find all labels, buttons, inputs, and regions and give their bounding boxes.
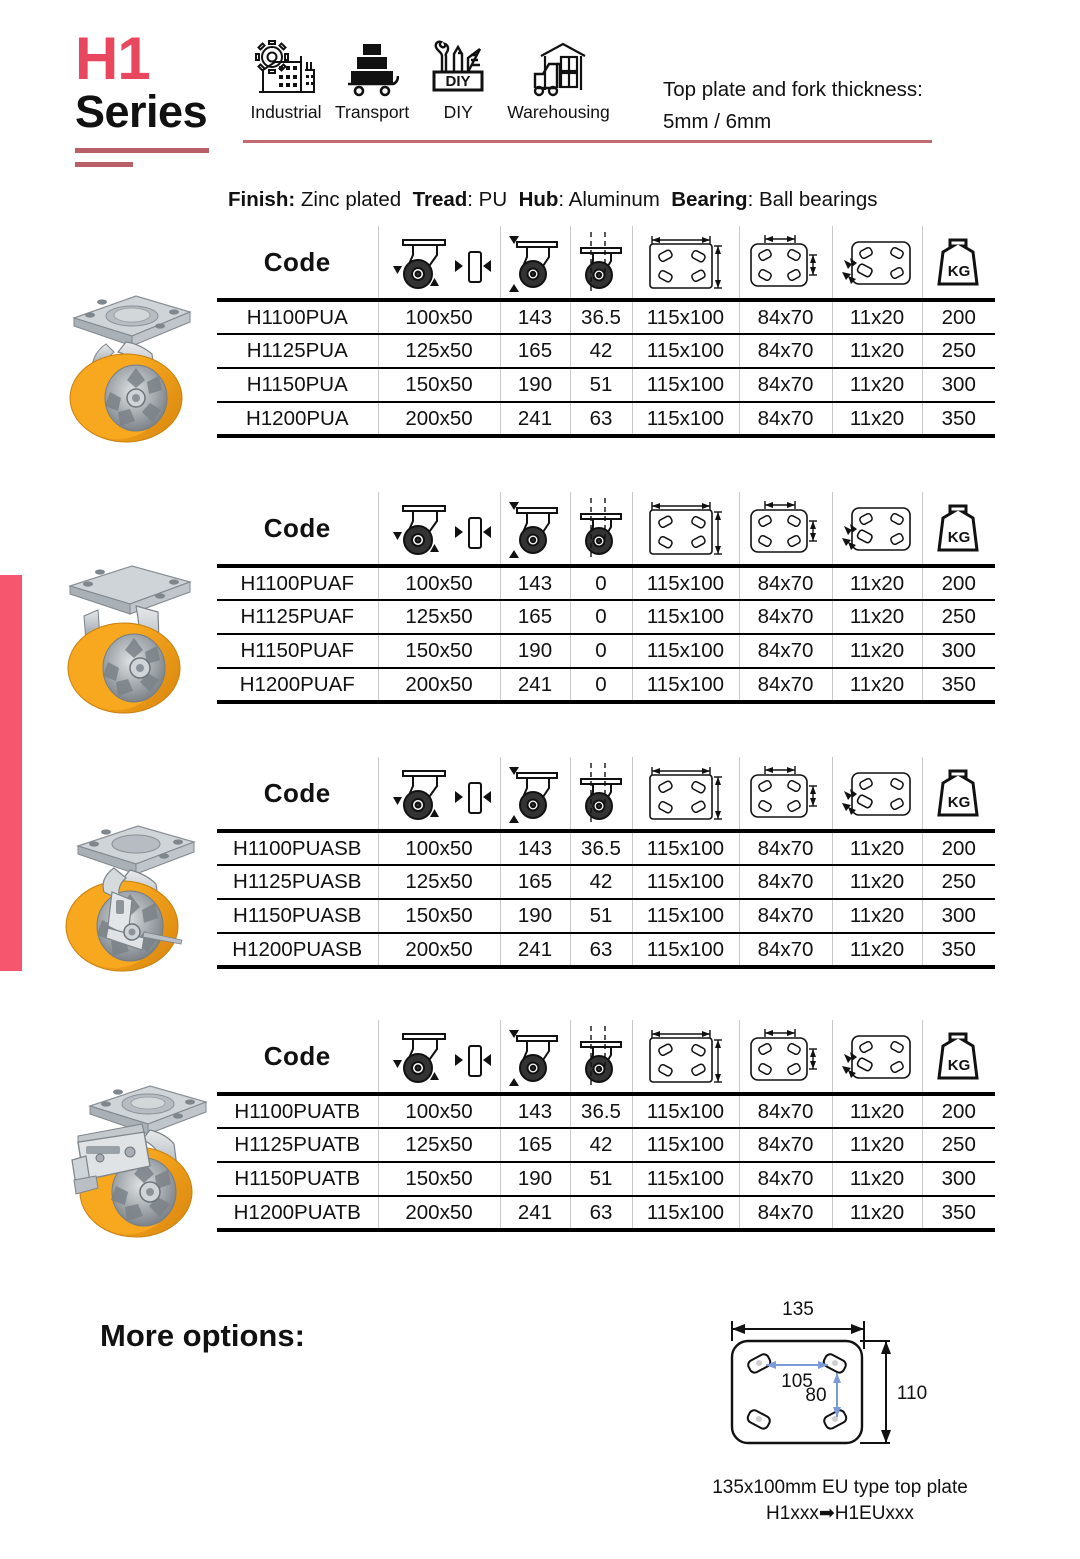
column-header-code: Code: [217, 492, 378, 566]
cell-code: H1100PUASB: [217, 831, 378, 865]
bearing-label: Bearing: [671, 188, 748, 211]
application-diy: [415, 36, 501, 123]
cell-bolt: 84x70: [739, 865, 832, 899]
cell-plate: 115x100: [632, 1162, 739, 1196]
caption-line1: 135x100mm EU type top plate: [712, 1477, 968, 1498]
table-header: [217, 757, 995, 831]
spec-table: [217, 226, 995, 438]
tread-value: : PU: [467, 188, 508, 211]
cell-bolt: 84x70: [739, 334, 832, 368]
column-header-swivel-offset: [570, 1020, 632, 1094]
cell-kg: 300: [922, 1162, 995, 1196]
cell-height: 165: [500, 1128, 570, 1162]
left-accent-bar: [0, 575, 22, 971]
title-rule-short: [75, 162, 133, 167]
swivel-caster-photo: [40, 288, 210, 448]
spec-table: [217, 492, 995, 704]
bolt-hole-size-icon: [833, 493, 922, 563]
application-label: DIY: [443, 102, 473, 122]
cell-plate: 115x100: [632, 1196, 739, 1230]
cell-height: 241: [500, 668, 570, 702]
cell-offset: 51: [570, 368, 632, 402]
cell-kg: 350: [922, 933, 995, 967]
cell-hole: 11x20: [832, 1162, 922, 1196]
cell-height: 143: [500, 566, 570, 600]
table-row: [217, 368, 995, 402]
application-label: Transport: [335, 102, 410, 122]
bolt-x-dim: 105: [781, 1371, 813, 1392]
cell-height: 143: [500, 300, 570, 334]
cell-plate: 115x100: [632, 368, 739, 402]
cell-wheel: 200x50: [378, 668, 500, 702]
table-row: [217, 1162, 995, 1196]
cell-kg: 200: [922, 1094, 995, 1128]
overall-height-icon: [501, 1021, 570, 1091]
column-header-wheel-size: [378, 226, 500, 300]
cell-hole: 11x20: [832, 634, 922, 668]
cell-height: 165: [500, 600, 570, 634]
table-row: [217, 668, 995, 702]
column-header-plate-size: [632, 757, 739, 831]
table-row: [217, 334, 995, 368]
cell-offset: 0: [570, 600, 632, 634]
cell-wheel: 150x50: [378, 899, 500, 933]
cell-height: 165: [500, 334, 570, 368]
cell-hole: 11x20: [832, 865, 922, 899]
column-header-bolt-pattern: [739, 1020, 832, 1094]
cell-plate: 115x100: [632, 634, 739, 668]
load-capacity-kg-icon: [923, 1021, 996, 1091]
cell-offset: 36.5: [570, 300, 632, 334]
cell-bolt: 84x70: [739, 1128, 832, 1162]
cell-offset: 0: [570, 634, 632, 668]
cell-wheel: 150x50: [378, 634, 500, 668]
hub-value: : Aluminum: [558, 188, 660, 211]
cell-offset: 0: [570, 566, 632, 600]
cell-bolt: 84x70: [739, 368, 832, 402]
bolt-hole-size-icon: [833, 1021, 922, 1091]
cell-bolt: 84x70: [739, 668, 832, 702]
column-header-wheel-size: [378, 1020, 500, 1094]
cell-code: H1200PUAF: [217, 668, 378, 702]
factory-icon: [255, 36, 317, 98]
column-header-bolt-hole-size: [832, 226, 922, 300]
column-header-bolt-hole-size: [832, 1020, 922, 1094]
cell-bolt: 84x70: [739, 1196, 832, 1230]
cell-bolt: 84x70: [739, 402, 832, 436]
column-header-plate-size: [632, 492, 739, 566]
table-row: [217, 899, 995, 933]
cell-code: H1200PUASB: [217, 933, 378, 967]
cell-code: H1200PUATB: [217, 1196, 378, 1230]
cell-kg: 300: [922, 634, 995, 668]
table-body: [217, 831, 995, 967]
thickness-note: [663, 74, 923, 138]
column-header-bolt-hole-size: [832, 757, 922, 831]
bearing-value: : Ball bearings: [747, 188, 878, 211]
table-body: [217, 566, 995, 702]
cell-wheel: 100x50: [378, 831, 500, 865]
cell-plate: 115x100: [632, 668, 739, 702]
header-underline: [243, 140, 932, 143]
table-row: [217, 634, 995, 668]
table-row: [217, 566, 995, 600]
cell-kg: 350: [922, 668, 995, 702]
cell-plate: 115x100: [632, 1128, 739, 1162]
swivel-offset-icon: [571, 493, 632, 563]
cell-wheel: 100x50: [378, 300, 500, 334]
column-header-overall-height: [500, 492, 570, 566]
spec-table: [217, 757, 995, 969]
swivel-offset-icon: [571, 1021, 632, 1091]
cell-hole: 11x20: [832, 300, 922, 334]
cell-wheel: 200x50: [378, 402, 500, 436]
table-row: [217, 402, 995, 436]
cell-wheel: 125x50: [378, 1128, 500, 1162]
cell-kg: 200: [922, 300, 995, 334]
cell-code: H1125PUA: [217, 334, 378, 368]
cell-height: 241: [500, 933, 570, 967]
cell-kg: 350: [922, 1196, 995, 1230]
table-row: [217, 831, 995, 865]
column-header-plate-size: [632, 226, 739, 300]
cell-wheel: 200x50: [378, 1196, 500, 1230]
cell-code: H1150PUATB: [217, 1162, 378, 1196]
cell-plate: 115x100: [632, 402, 739, 436]
cell-hole: 11x20: [832, 600, 922, 634]
cell-plate: 115x100: [632, 831, 739, 865]
bolt-hole-pattern-icon: [740, 493, 832, 563]
table-row: [217, 600, 995, 634]
cell-height: 143: [500, 831, 570, 865]
table-row: [217, 1094, 995, 1128]
load-capacity-kg-icon: [923, 758, 996, 828]
table-header: [217, 492, 995, 566]
cell-plate: 115x100: [632, 933, 739, 967]
load-capacity-kg-icon: [923, 493, 996, 563]
table-row: [217, 300, 995, 334]
warehouse-forklift-icon: [527, 36, 589, 98]
cell-offset: 63: [570, 933, 632, 967]
cell-kg: 200: [922, 831, 995, 865]
column-header-overall-height: [500, 1020, 570, 1094]
cell-wheel: 200x50: [378, 933, 500, 967]
svg-text:KG: KG: [947, 529, 970, 546]
wheel-diameter-width-icon: [379, 1021, 500, 1091]
cell-offset: 42: [570, 1128, 632, 1162]
table-header: [217, 226, 995, 300]
column-header-swivel-offset: [570, 226, 632, 300]
svg-text:KG: KG: [947, 794, 970, 811]
table-body: [217, 1094, 995, 1230]
bolt-hole-pattern-icon: [740, 1021, 832, 1091]
cell-bolt: 84x70: [739, 634, 832, 668]
series-code: H1: [75, 25, 150, 92]
cell-bolt: 84x70: [739, 933, 832, 967]
column-header-load-capacity: [922, 1020, 995, 1094]
spec-table: [217, 1020, 995, 1232]
cell-hole: 11x20: [832, 566, 922, 600]
cell-code: H1100PUA: [217, 300, 378, 334]
cell-height: 190: [500, 368, 570, 402]
cell-kg: 250: [922, 865, 995, 899]
cell-code: H1125PUAF: [217, 600, 378, 634]
cell-offset: 0: [570, 668, 632, 702]
cell-hole: 11x20: [832, 899, 922, 933]
column-header-wheel-size: [378, 492, 500, 566]
table-header: [217, 1020, 995, 1094]
svg-text:DIY: DIY: [445, 73, 471, 90]
cell-plate: 115x100: [632, 334, 739, 368]
title-rule-long: [75, 148, 209, 153]
column-header-code: Code: [217, 1020, 378, 1094]
load-capacity-kg-icon: [923, 227, 996, 297]
column-header-bolt-pattern: [739, 226, 832, 300]
overall-height-icon: [501, 227, 570, 297]
overall-height-icon: [501, 493, 570, 563]
hub-label: Hub: [518, 188, 559, 211]
material-spec-line: [228, 188, 877, 212]
cell-height: 190: [500, 899, 570, 933]
column-header-load-capacity: [922, 226, 995, 300]
cell-plate: 115x100: [632, 300, 739, 334]
cell-hole: 11x20: [832, 402, 922, 436]
table-row: [217, 933, 995, 967]
cell-wheel: 125x50: [378, 334, 500, 368]
cell-offset: 42: [570, 865, 632, 899]
bolt-hole-pattern-icon: [740, 227, 832, 297]
finish-value: Zinc plated: [300, 188, 402, 211]
cell-kg: 250: [922, 1128, 995, 1162]
column-header-bolt-pattern: [739, 492, 832, 566]
application-label: Warehousing: [507, 102, 610, 122]
cell-code: H1150PUAF: [217, 634, 378, 668]
cell-height: 190: [500, 1162, 570, 1196]
cell-plate: 115x100: [632, 600, 739, 634]
fixed-caster-photo: [40, 560, 210, 720]
cell-height: 241: [500, 402, 570, 436]
top-plate-size-icon: [633, 758, 739, 828]
swivel-offset-icon: [571, 227, 632, 297]
svg-text:KG: KG: [947, 1057, 970, 1074]
cell-hole: 11x20: [832, 933, 922, 967]
cell-code: H1100PUAF: [217, 566, 378, 600]
cell-plate: 115x100: [632, 899, 739, 933]
application-label: Industrial: [250, 102, 322, 122]
cell-bolt: 84x70: [739, 1162, 832, 1196]
cell-hole: 11x20: [832, 1196, 922, 1230]
thickness-note-line2: 5mm / 6mm: [663, 109, 772, 133]
cell-kg: 200: [922, 566, 995, 600]
table-body: [217, 300, 995, 436]
cell-code: H1150PUASB: [217, 899, 378, 933]
overall-height-icon: [501, 758, 570, 828]
column-header-load-capacity: [922, 492, 995, 566]
spec-table-swivel: [217, 226, 995, 438]
cell-wheel: 125x50: [378, 600, 500, 634]
column-header-bolt-hole-size: [832, 492, 922, 566]
cell-wheel: 150x50: [378, 368, 500, 402]
wheel-diameter-width-icon: [379, 493, 500, 563]
cell-kg: 250: [922, 600, 995, 634]
cell-hole: 11x20: [832, 1128, 922, 1162]
application-icons: [243, 36, 616, 123]
cell-height: 165: [500, 865, 570, 899]
cell-hole: 11x20: [832, 1094, 922, 1128]
cell-bolt: 84x70: [739, 831, 832, 865]
cell-offset: 51: [570, 1162, 632, 1196]
cell-offset: 63: [570, 1196, 632, 1230]
cell-wheel: 100x50: [378, 566, 500, 600]
cell-height: 241: [500, 1196, 570, 1230]
cell-offset: 36.5: [570, 1094, 632, 1128]
tread-label: Tread: [412, 188, 468, 211]
finish-label: Finish:: [228, 188, 296, 211]
cell-offset: 51: [570, 899, 632, 933]
column-header-wheel-size: [378, 757, 500, 831]
table-row: [217, 865, 995, 899]
cell-offset: 63: [570, 402, 632, 436]
cell-offset: 36.5: [570, 831, 632, 865]
diy-tools-icon: [428, 36, 488, 98]
cell-bolt: 84x70: [739, 899, 832, 933]
column-header-code: Code: [217, 757, 378, 831]
cell-height: 190: [500, 634, 570, 668]
cell-kg: 350: [922, 402, 995, 436]
caption-line2: H1xxx➡H1EUxxx: [766, 1502, 914, 1524]
swivel-total-brake-caster-photo: [38, 1080, 213, 1245]
cell-plate: 115x100: [632, 865, 739, 899]
cell-plate: 115x100: [632, 566, 739, 600]
cell-height: 143: [500, 1094, 570, 1128]
cell-wheel: 100x50: [378, 1094, 500, 1128]
bolt-hole-size-icon: [833, 227, 922, 297]
svg-text:KG: KG: [947, 263, 970, 280]
column-header-code: Code: [217, 226, 378, 300]
cell-bolt: 84x70: [739, 600, 832, 634]
column-header-overall-height: [500, 226, 570, 300]
cell-kg: 250: [922, 334, 995, 368]
cell-code: H1150PUA: [217, 368, 378, 402]
column-header-bolt-pattern: [739, 757, 832, 831]
cell-bolt: 84x70: [739, 300, 832, 334]
cell-hole: 11x20: [832, 831, 922, 865]
eu-plate-caption: [690, 1475, 990, 1526]
cell-code: H1125PUATB: [217, 1128, 378, 1162]
series-word: Series: [75, 86, 208, 137]
thickness-note-line1: Top plate and fork thickness:: [663, 78, 923, 101]
plate-width-dim: 135: [782, 1299, 814, 1320]
cell-hole: 11x20: [832, 668, 922, 702]
cell-code: H1125PUASB: [217, 865, 378, 899]
cell-wheel: 150x50: [378, 1162, 500, 1196]
cell-code: H1200PUA: [217, 402, 378, 436]
series-title-block: [75, 25, 225, 167]
top-plate-size-icon: [633, 227, 739, 297]
more-options-title: More options:: [100, 1318, 305, 1353]
eu-top-plate-diagram: [700, 1295, 940, 1485]
swivel-offset-icon: [571, 758, 632, 828]
wheel-diameter-width-icon: [379, 227, 500, 297]
cell-plate: 115x100: [632, 1094, 739, 1128]
application-transport: [329, 36, 415, 123]
bolt-hole-size-icon: [833, 758, 922, 828]
column-header-load-capacity: [922, 757, 995, 831]
spec-table-fixed: [217, 492, 995, 704]
spec-table-total-brake: [217, 1020, 995, 1232]
trolley-icon: [345, 36, 399, 98]
spec-table-side-brake: [217, 757, 995, 969]
bolt-y-dim: 80: [805, 1385, 827, 1406]
cell-kg: 300: [922, 899, 995, 933]
table-row: [217, 1196, 995, 1230]
column-header-swivel-offset: [570, 757, 632, 831]
cell-bolt: 84x70: [739, 1094, 832, 1128]
top-plate-size-icon: [633, 493, 739, 563]
cell-code: H1100PUATB: [217, 1094, 378, 1128]
table-row: [217, 1128, 995, 1162]
application-warehousing: [501, 36, 615, 123]
cell-bolt: 84x70: [739, 566, 832, 600]
cell-hole: 11x20: [832, 368, 922, 402]
cell-kg: 300: [922, 368, 995, 402]
cell-offset: 42: [570, 334, 632, 368]
cell-wheel: 125x50: [378, 865, 500, 899]
top-plate-size-icon: [633, 1021, 739, 1091]
column-header-plate-size: [632, 1020, 739, 1094]
swivel-side-brake-caster-photo: [30, 818, 210, 983]
column-header-overall-height: [500, 757, 570, 831]
bolt-hole-pattern-icon: [740, 758, 832, 828]
application-industrial: [243, 36, 329, 123]
wheel-diameter-width-icon: [379, 758, 500, 828]
column-header-swivel-offset: [570, 492, 632, 566]
cell-hole: 11x20: [832, 334, 922, 368]
plate-height-dim: 110: [896, 1383, 928, 1404]
